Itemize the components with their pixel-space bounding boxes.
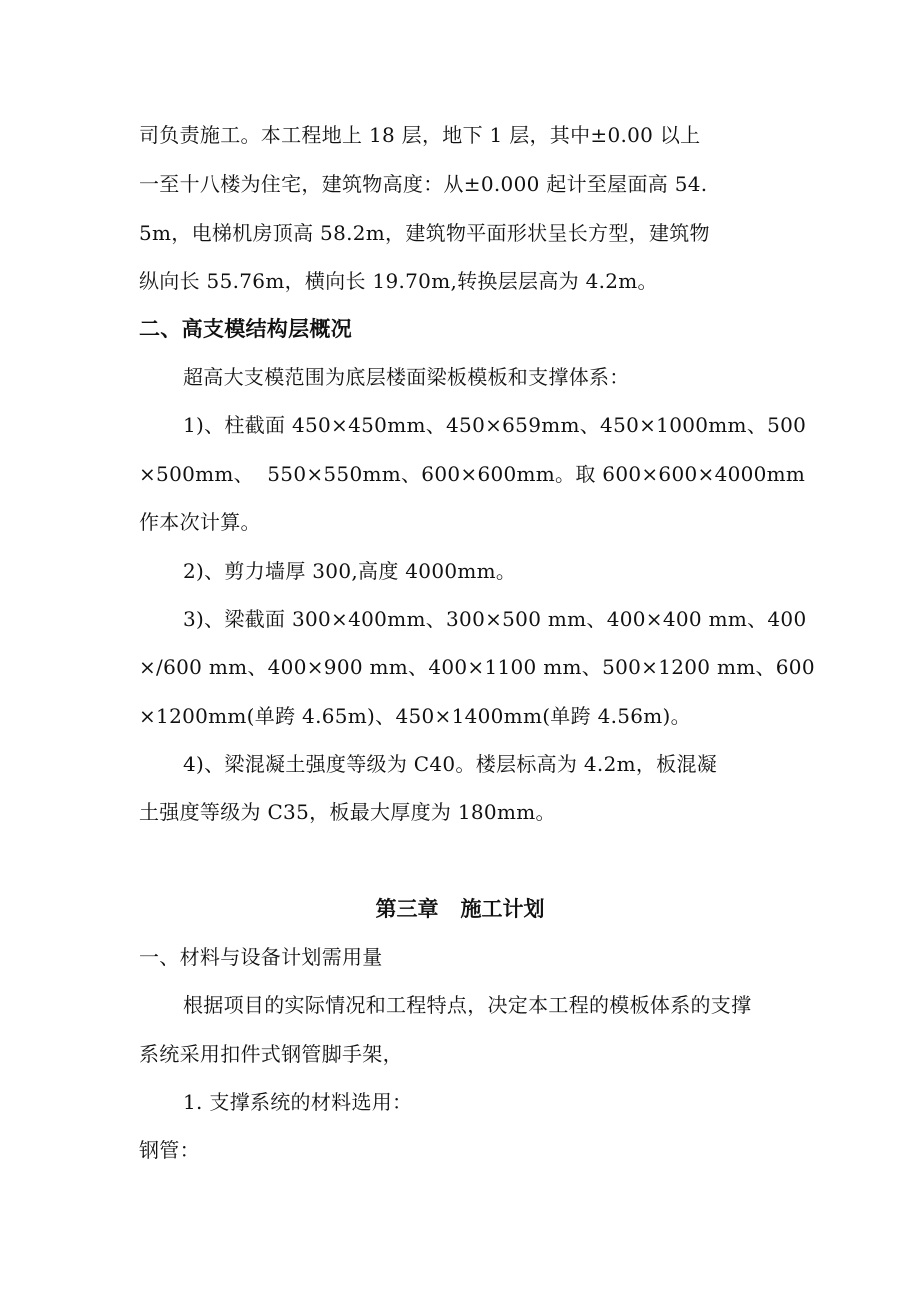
paragraph-line: 一至十八楼为住宅，建筑物高度：从±0.000 起计至屋面高 54. — [139, 172, 708, 196]
paragraph-line: ×/600 mm、400×900 mm、400×1100 mm、500×1200 mm、600 — [139, 655, 815, 679]
list-item: 1. 支撑系统的材料选用： — [183, 1090, 413, 1114]
list-item: 2)、剪力墙厚 300,高度 4000mm。 — [183, 559, 517, 583]
subsection-heading: 一、材料与设备计划需用量 — [139, 945, 383, 969]
paragraph-line: ×500mm、 550×550mm、600×600mm。取 600×600×4000mm — [139, 462, 806, 486]
paragraph-line: 5m，电梯机房顶高 58.2m，建筑物平面形状呈长方型，建筑物 — [139, 221, 710, 245]
chapter-title: 第三章 施工计划 — [375, 897, 545, 921]
paragraph-line: 钢管： — [139, 1138, 200, 1162]
paragraph-line: 根据项目的实际情况和工程特点，决定本工程的模板体系的支撑 — [183, 993, 752, 1017]
section-heading: 二、高支模结构层概况 — [139, 317, 352, 341]
paragraph-line: 司负责施工。本工程地上 18 层，地下 1 层，其中±0.00 以上 — [139, 123, 701, 147]
list-item: 1)、柱截面 450×450mm、450×659mm、450×1000mm、500 — [183, 413, 807, 437]
list-item: 3)、梁截面 300×400mm、300×500 mm、400×400 mm、400 — [183, 607, 807, 631]
paragraph-line: 土强度等级为 C35，板最大厚度为 180mm。 — [139, 800, 556, 824]
list-item: 4)、梁混凝土强度等级为 C40。楼层标高为 4.2m，板混凝 — [183, 752, 718, 776]
paragraph-line: 纵向长 55.76m，横向长 19.70m,转换层层高为 4.2m。 — [139, 269, 658, 293]
paragraph-line: 作本次计算。 — [139, 510, 261, 534]
paragraph-line: 超高大支模范围为底层楼面梁板模板和支撑体系： — [183, 365, 630, 389]
paragraph-line: ×1200mm(单跨 4.65m)、450×1400mm(单跨 4.56m)。 — [139, 704, 691, 728]
paragraph-line: 系统采用扣件式钢管脚手架， — [139, 1042, 403, 1066]
